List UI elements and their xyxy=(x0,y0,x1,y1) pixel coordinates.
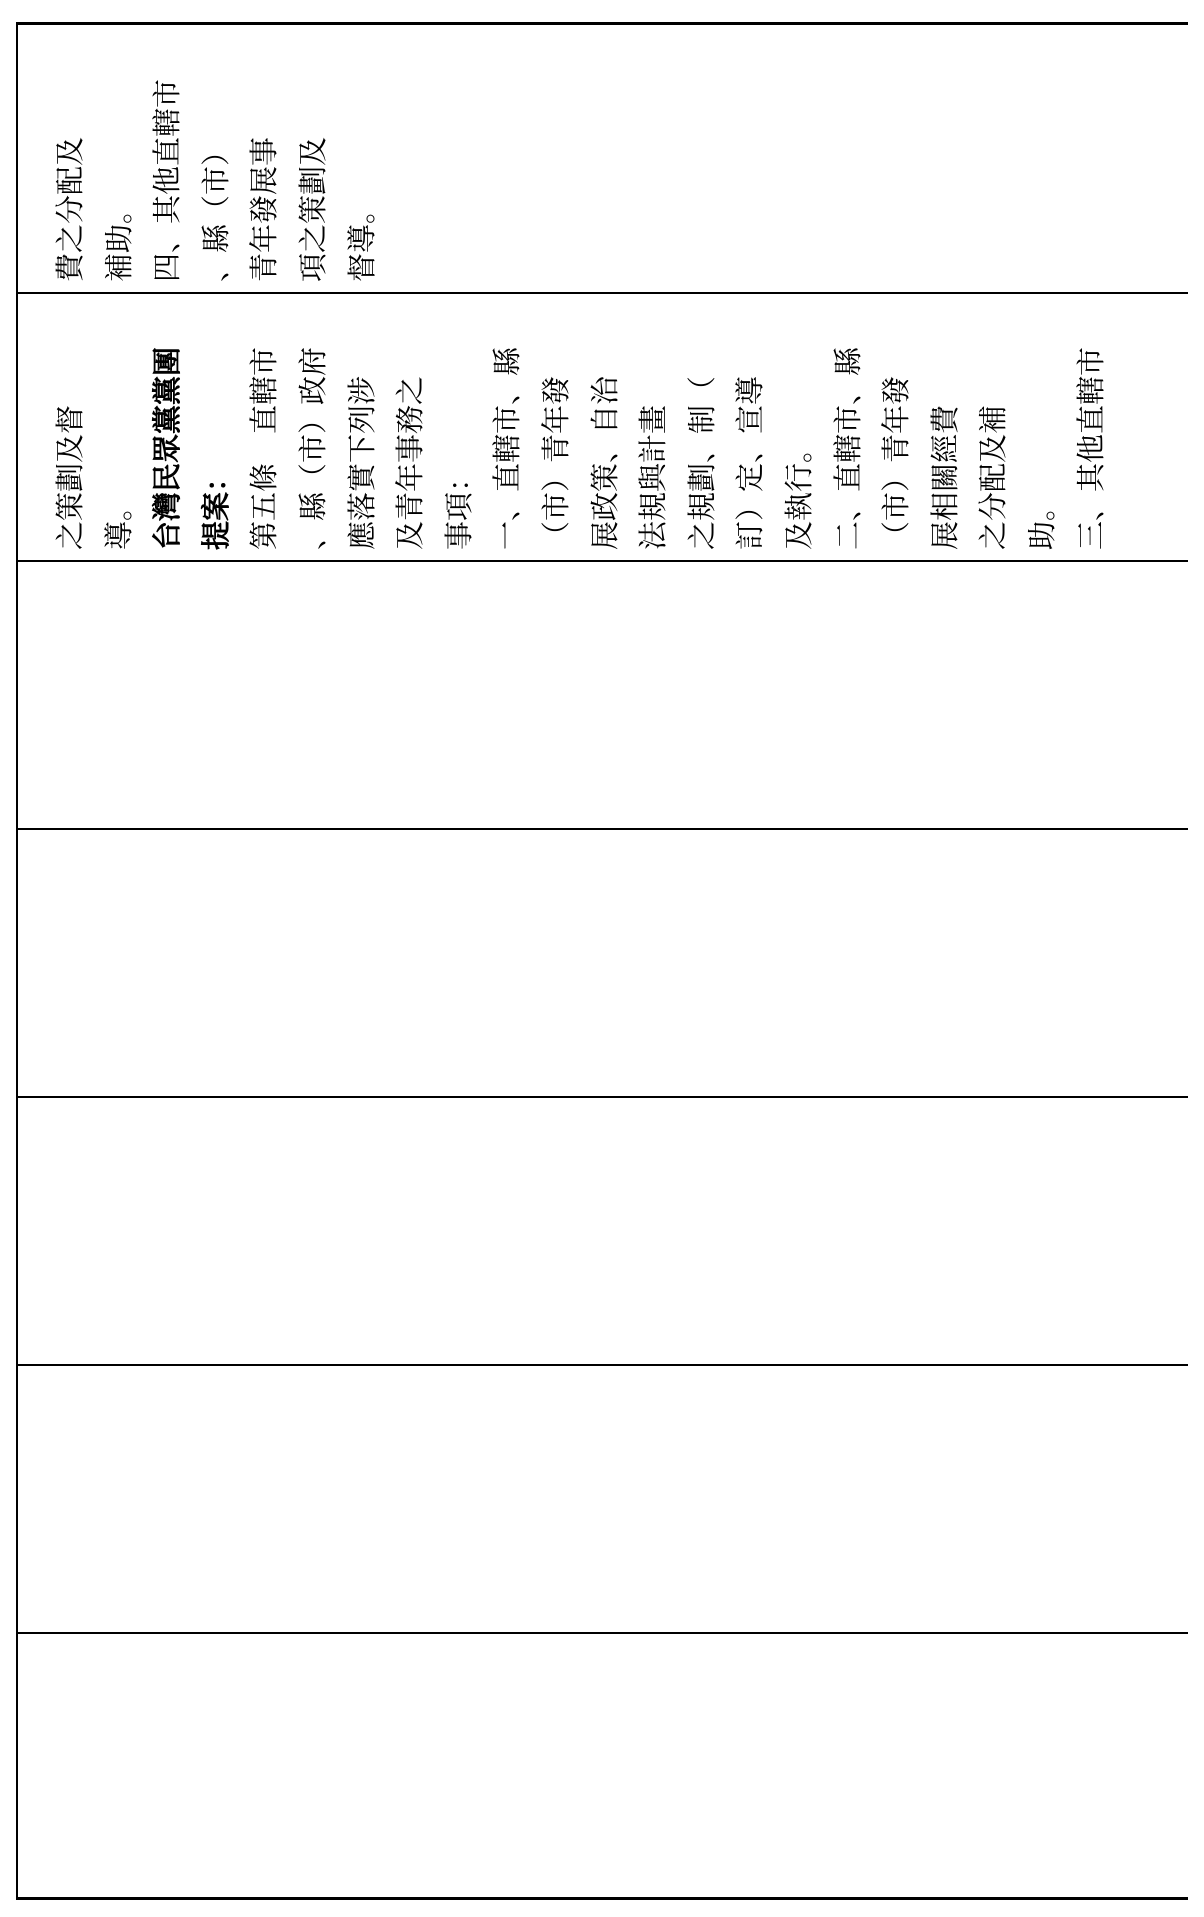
text-column: 青年發展事 xyxy=(247,136,282,282)
text-column: 展相關經費 xyxy=(927,404,962,550)
text-column: 之分配及補 xyxy=(976,404,1011,550)
text-column: 之策劃及督 xyxy=(53,404,87,550)
text-column: 及執行。 xyxy=(782,433,816,550)
text-column: 二、直轄市、縣 xyxy=(830,346,865,550)
text-column: 第五條 直轄市 xyxy=(247,346,282,550)
text-column: 提案： xyxy=(198,462,233,550)
table-cell xyxy=(18,25,1188,292)
text-column: 四、其他直轄市 xyxy=(150,78,185,282)
table-cell xyxy=(18,830,1188,1096)
text-column: 之規劃、制（ xyxy=(684,375,719,550)
text-column: 助。 xyxy=(1025,491,1059,550)
text-column: 、縣（市）政府 xyxy=(296,346,330,550)
text-column: 應落實下列涉 xyxy=(344,375,379,550)
text-column: （市）青年發 xyxy=(539,375,573,550)
table-cell xyxy=(18,1098,1188,1364)
text-column: 、縣（市） xyxy=(198,136,233,282)
text-column: 及青年事務之 xyxy=(393,375,428,550)
text-column: 費之分配及 xyxy=(53,136,87,282)
text-column: 訂）定、宣導 xyxy=(733,375,768,550)
text-column: 項之策劃及 xyxy=(296,136,330,282)
text-column: 補助。 xyxy=(101,194,136,282)
text-column: 督導。 xyxy=(344,194,379,282)
text-column: 事項： xyxy=(441,462,476,550)
table-cell xyxy=(18,1366,1188,1632)
text-column: 導。 xyxy=(101,491,136,550)
text-column: 三、其他直轄市 xyxy=(1073,346,1108,550)
table-cell xyxy=(18,562,1188,828)
text-column: 一、直轄市、縣 xyxy=(490,346,525,550)
text-column: 展政策、自治 xyxy=(587,375,622,550)
table-cell xyxy=(18,294,1188,560)
text-column: 台灣民眾黨黨團 xyxy=(150,346,185,550)
text-column: （市）青年發 xyxy=(879,375,914,550)
table-cell xyxy=(18,1634,1188,1897)
text-column: 法規與計畫 xyxy=(636,404,671,550)
bottom-rule xyxy=(16,1897,1188,1900)
